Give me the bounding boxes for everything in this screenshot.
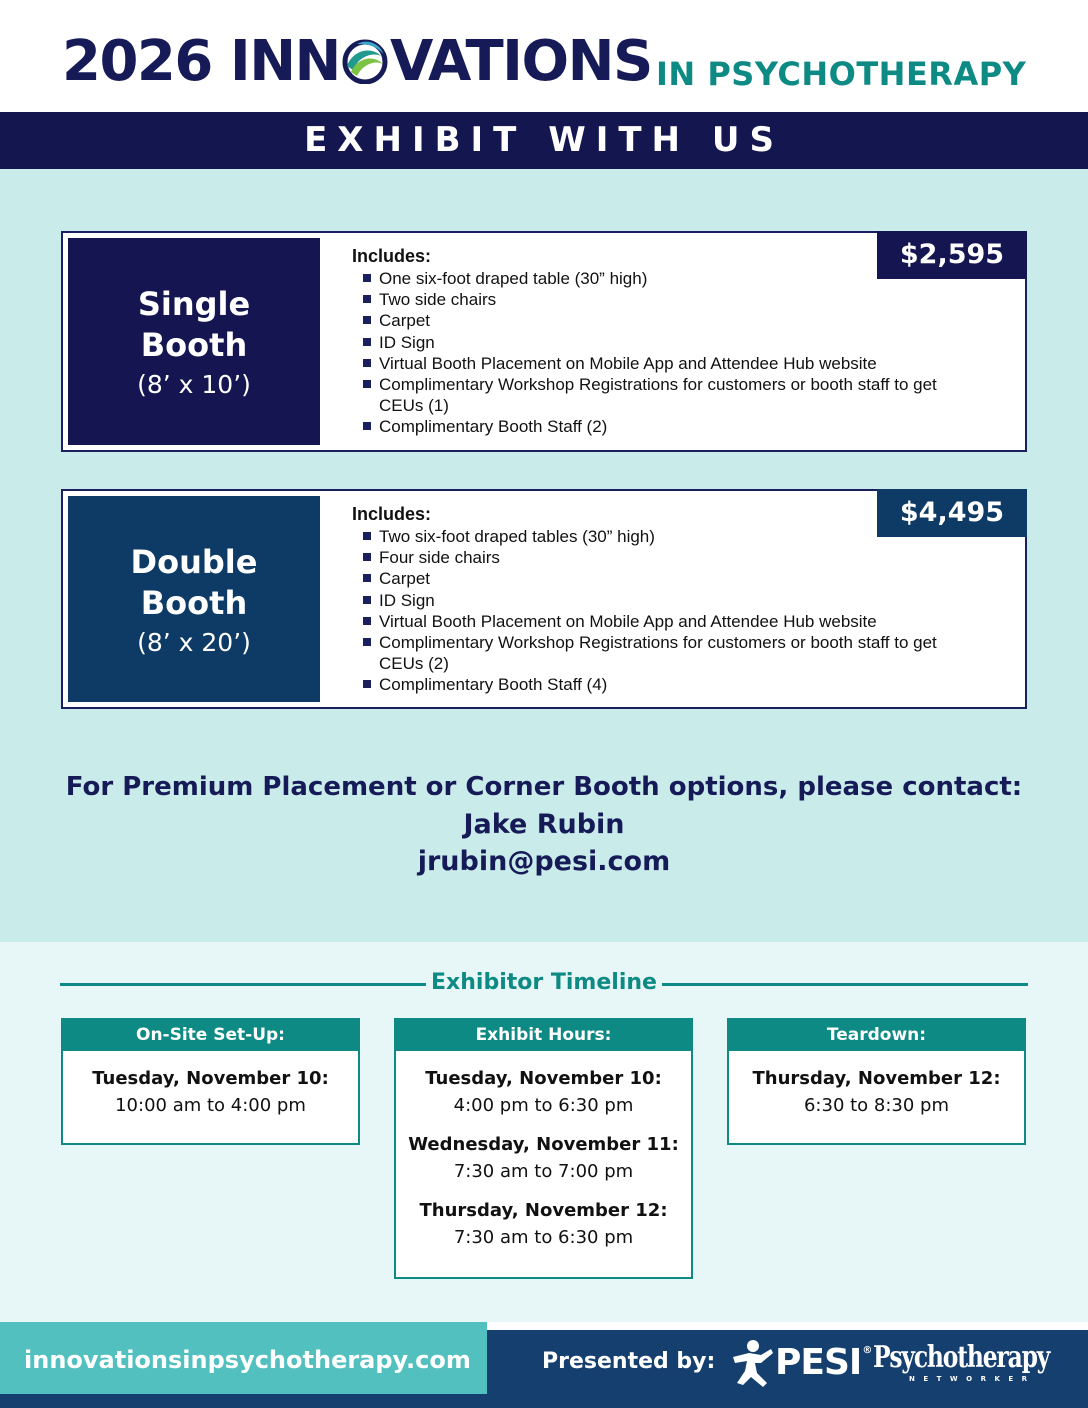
psychotherapy-networker-logo — [873, 1336, 1053, 1392]
registered-mark: ® — [862, 1345, 872, 1356]
timeline-time: 7:30 am to 6:30 pm — [453, 1227, 634, 1248]
list-item: Four side chairs — [352, 547, 952, 568]
list-item: Two six-foot draped tables (30” high) — [352, 526, 952, 547]
list-item: Two side chairs — [352, 289, 952, 310]
page-title — [62, 30, 652, 94]
timeline-box-teardown — [727, 1018, 1026, 1145]
timeline-box-exhibit-hours — [394, 1018, 693, 1279]
booth-price: $4,495 — [877, 489, 1027, 537]
timeline-time: 6:30 to 8:30 pm — [803, 1095, 950, 1116]
list-item: Carpet — [352, 568, 952, 589]
pesi-logo — [727, 1338, 871, 1388]
networker-wordmark: Psychotherapy — [873, 1340, 1050, 1375]
list-item: Virtual Booth Placement on Mobile App and Attendee Hub website — [352, 353, 952, 374]
booth-label-panel — [68, 496, 320, 702]
double-booth-card — [61, 489, 1027, 709]
list-item: Virtual Booth Placement on Mobile App and Attendee Hub website — [352, 611, 952, 632]
booth-name-line1: Single — [137, 285, 251, 323]
list-item: ID Sign — [352, 590, 952, 611]
booth-name-line1: Double — [130, 543, 258, 581]
timeline-box-heading: Exhibit Hours: — [396, 1020, 691, 1051]
single-booth-card — [61, 231, 1027, 452]
timeline-divider-left — [60, 983, 426, 986]
includes-list — [352, 268, 952, 438]
list-item: ID Sign — [352, 332, 952, 353]
timeline-day: Wednesday, November 11: — [408, 1134, 679, 1155]
page-subtitle: IN PSYCHOTHERAPY — [656, 55, 1027, 93]
timeline-title: Exhibitor Timeline — [431, 970, 657, 995]
timeline-day: Thursday, November 12: — [752, 1068, 1001, 1089]
list-item: One six-foot draped table (30” high) — [352, 268, 952, 289]
pesi-text: PESI — [775, 1342, 862, 1383]
booth-label-panel — [68, 238, 320, 445]
list-item: Complimentary Booth Staff (4) — [352, 674, 952, 695]
contact-prompt: For Premium Placement or Corner Booth options, please contact: — [65, 772, 1023, 802]
timeline-box-body — [63, 1051, 358, 1119]
includes-list — [352, 526, 952, 696]
booth-size: (8’ x 20’) — [137, 628, 251, 657]
timeline-time: 7:30 am to 7:00 pm — [453, 1161, 634, 1182]
title-part-2: VATIONS — [389, 29, 652, 94]
title-part-1: 2026 INN — [62, 29, 340, 94]
timeline-box-body — [396, 1051, 691, 1251]
timeline-box-body — [729, 1051, 1024, 1119]
presented-by-label: Presented by: — [542, 1349, 716, 1374]
timeline-day: Tuesday, November 10: — [92, 1068, 329, 1089]
timeline-day: Thursday, November 12: — [419, 1200, 668, 1221]
contact-email-link[interactable]: jrubin@pesi.com — [417, 846, 671, 877]
website-link[interactable]: innovationsinpsychotherapy.com — [24, 1346, 471, 1374]
booth-price: $2,595 — [877, 231, 1027, 279]
contact-name: Jake Rubin — [463, 809, 625, 840]
booth-size: (8’ x 10’) — [137, 370, 251, 399]
list-item: Complimentary Workshop Registrations for customers or booth staff to get CEUs (1) — [352, 374, 952, 416]
timeline-day: Tuesday, November 10: — [425, 1068, 662, 1089]
booth-name-line2: Booth — [140, 584, 248, 622]
timeline-box-heading: On-Site Set-Up: — [63, 1020, 358, 1051]
booth-name — [68, 284, 320, 366]
booth-name — [68, 542, 320, 624]
timeline-time: 10:00 am to 4:00 pm — [115, 1095, 306, 1116]
timeline-divider-right — [662, 983, 1028, 986]
exhibit-banner: EXHIBIT WITH US — [0, 112, 1088, 169]
header — [0, 0, 1088, 112]
timeline-box-setup — [61, 1018, 360, 1145]
includes-title: Includes: — [352, 246, 432, 266]
networker-subword: NETWORKER — [909, 1375, 1036, 1383]
booth-includes — [352, 245, 952, 438]
contact-block — [0, 768, 1088, 880]
booth-includes — [352, 503, 952, 696]
booth-name-line2: Booth — [140, 326, 248, 364]
pesi-wordmark — [775, 1341, 871, 1385]
timeline-box-heading: Teardown: — [729, 1020, 1024, 1051]
list-item: Complimentary Booth Staff (2) — [352, 416, 952, 437]
list-item: Complimentary Workshop Registrations for customers or booth staff to get CEUs (2) — [352, 632, 952, 674]
includes-title: Includes: — [352, 504, 432, 524]
timeline-time: 4:00 pm to 6:30 pm — [453, 1095, 634, 1116]
pesi-figure-icon — [727, 1339, 773, 1387]
footer-bottom-strip — [0, 1394, 487, 1408]
list-item: Carpet — [352, 310, 952, 331]
wave-logo-icon — [341, 34, 389, 82]
